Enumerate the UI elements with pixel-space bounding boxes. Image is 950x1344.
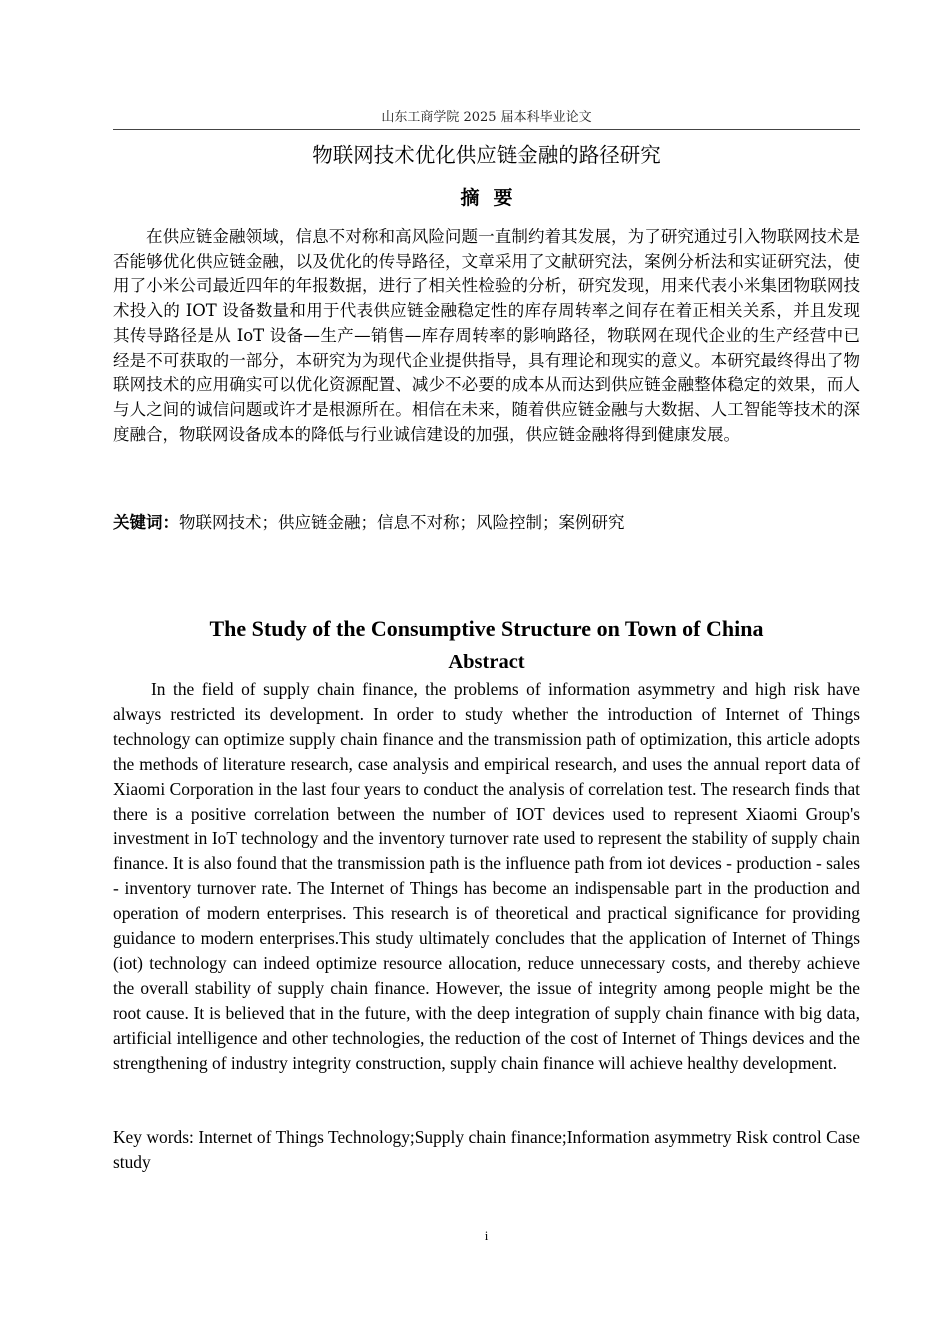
chinese-keywords <box>113 511 860 535</box>
running-header: 山东工商学院 2025 届本科毕业论文 <box>381 110 592 125</box>
chinese-keywords-label: 关键词： <box>113 513 179 532</box>
english-keywords: Key words: Internet of Things Technology;Supply chain finance;Information asymmetry Risk control Case study <box>113 1127 860 1172</box>
page-number: i <box>484 1228 489 1243</box>
chinese-keywords-list: 物联网技术；供应链金融；信息不对称；风险控制；案例研究 <box>179 513 625 532</box>
header-divider <box>113 129 860 130</box>
chinese-abstract-body: 在供应链金融领域，信息不对称和高风险问题一直制约着其发展，为了研究通过引入物联网技术是否能够优化供应链金融，以及优化的传导路径，文章采用了文献研究法，案例分析法和实证研究法，使用了小米公司最近四年的年报数据，进行了相关性检验的分析，研究发现，用来代表小米集团物联网技术投入的 IOT 设备数量和用于代表供应链金融稳定性的库存周转率之间存在着正相关关系，并且发现其传导路径是从 IoT 设备—生产—销售—库存周转率的影响路径，物联网在现代企业的生产经营中已经是不可获取的一部分，本研究为为现代企业提供指导，具有理论和现实的意义。本研究最终得出了物联网技术的应用确实可以优化资源配置、减少不必要的成本从而达到供应链金融整体稳定的效果，而人与人之间的诚信问题或许才是根源所在。相信在未来，随着供应链金融与大数据、人工智能等技术的深度融合，物联网设备成本的降低与行业诚信建设的加强，供应链金融将得到健康发展。 <box>113 227 860 444</box>
english-title: The Study of the Consumptive Structure on Town of China <box>209 616 764 641</box>
english-abstract-body: In the field of supply chain finance, the problems of information asymmetry and high risk have always restricted its development. In order to study whether the introduction of Internet of Things technology can optimize supply chain finance and the transmission path of optimization, this article adopts the methods of literature research, case analysis and empirical research, and uses the annual report data of Xiaomi Corporation in the last four years to conduct the analysis of correlation test. The research finds that there is a positive correlation between the number of IOT devices used to represent Xiaomi Group's investment in IoT technology and the inventory turnover rate used to represent the stability of supply chain finance. It is also found that the transmission path is the influence path from iot devices - production - sales - inventory turnover rate. The Internet of Things has become an indispensable part in the production and operation of modern enterprises. This research is of theoretical and practical significance for providing guidance to modern enterprises.This study ultimately concludes that the application of Internet of Things (iot) technology can indeed optimize resource allocation, reduce unnecessary costs, and thereby achieve the overall stability of supply chain finance. However, the issue of integrity among people might be the root cause. It is believed that in the future, with the deep integration of supply chain finance with big data, artificial intelligence and other technologies, the reduction of the cost of Internet of Things devices and the strengthening of industry integrity construction, supply chain finance will achieve healthy development. <box>113 679 860 1073</box>
chinese-abstract-heading: 摘要 <box>460 187 527 209</box>
english-abstract-heading: Abstract <box>448 651 525 673</box>
chinese-title: 物联网技术优化供应链金融的路径研究 <box>312 143 661 167</box>
